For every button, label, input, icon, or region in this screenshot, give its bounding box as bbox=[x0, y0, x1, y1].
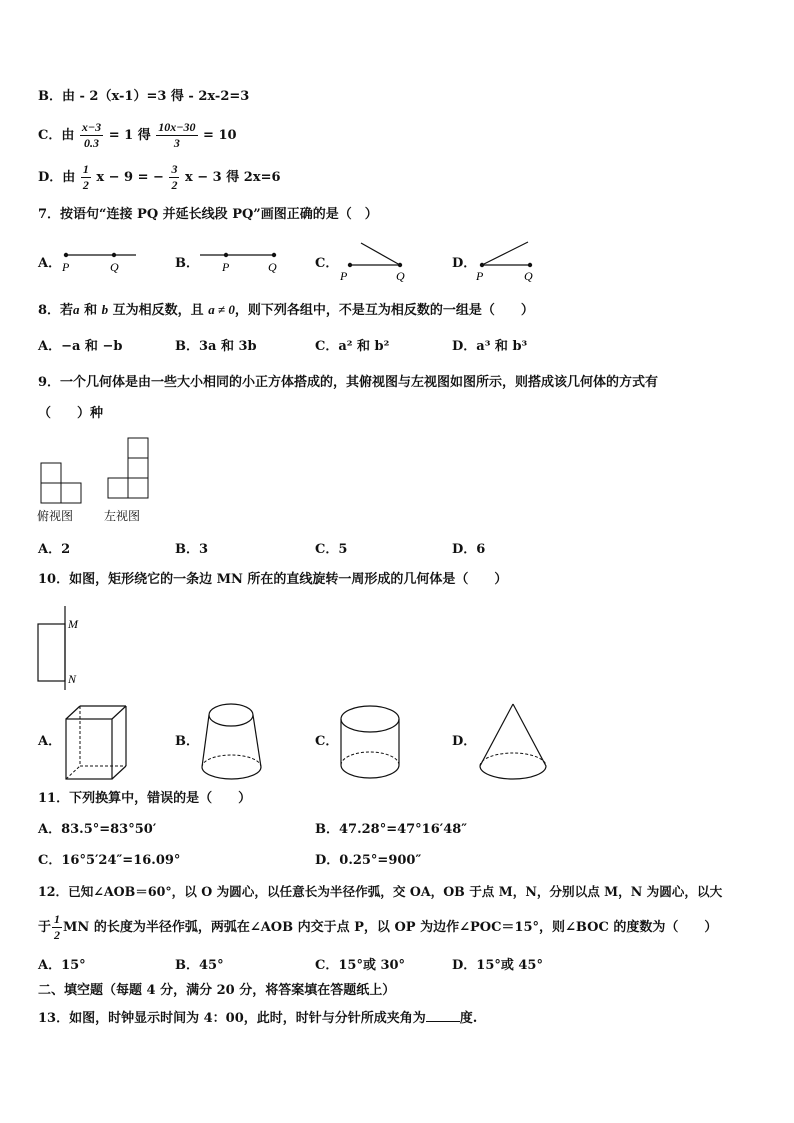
q12-option-a: A．15° bbox=[38, 958, 86, 973]
point-p-label: P bbox=[340, 269, 348, 283]
q11-option-c: C．16°5′24″=16.09° bbox=[38, 853, 181, 868]
fraction-numerator: 1 bbox=[54, 912, 61, 926]
section-heading: 二、填空题（每题 4 分，满分 20 分，将答案填在答题纸上） bbox=[38, 983, 396, 998]
q8-stem-part: 互为相反数，且 bbox=[112, 303, 204, 318]
q10-option-d-label: D． bbox=[452, 734, 477, 749]
q7-figure-b bbox=[196, 244, 282, 276]
q8-stem-part: ，则下列各组中，不是互为相反数的一组是（ ） bbox=[234, 303, 534, 318]
q7-figure-d bbox=[472, 238, 552, 284]
point-q-label: Q bbox=[396, 269, 405, 283]
q10-option-c-label: C． bbox=[315, 734, 339, 749]
q9-option-b: B．3 bbox=[175, 542, 209, 557]
point-m-label: M bbox=[68, 617, 78, 631]
q13-stem bbox=[38, 1009, 477, 1028]
q9-stem: 9．一个几何体是由一些大小相同的小正方体搭成的，其俯视图与左视图如图所示，则搭成该几何体的方式有 bbox=[38, 375, 659, 390]
q12-stem-line2 bbox=[38, 910, 717, 946]
q10-figure-d-cone bbox=[476, 702, 552, 784]
fraction-denominator: 2 bbox=[171, 178, 178, 192]
q6-c-fraction-1 bbox=[80, 120, 103, 151]
q11-option-d: D．0.25°=900″ bbox=[315, 853, 422, 868]
q9-stem-cont: （ ）种 bbox=[38, 406, 104, 421]
q9-top-view-caption: 俯视图 bbox=[37, 509, 74, 523]
q10-option-b-label: B． bbox=[175, 734, 199, 749]
q6-c-mid: = 1 得 bbox=[108, 128, 151, 143]
point-p-label: P bbox=[476, 269, 484, 283]
fraction-numerator: 3 bbox=[171, 162, 178, 176]
q6-option-b: B．由 - 2（x-1）=3 得 - 2x-2=3 bbox=[38, 89, 250, 104]
q6-d-fraction-1 bbox=[81, 162, 91, 193]
point-q-label: Q bbox=[110, 260, 119, 274]
variable-b: b bbox=[101, 302, 109, 317]
q12-stem-part: MN 的长度为半径作弧，两弧在∠AOB 内交于点 P，以 OP 为边作∠POC＝15°，则∠BOC 的度数为（ ） bbox=[63, 920, 718, 935]
q7-option-d-label: D． bbox=[452, 256, 477, 271]
point-p-label: P bbox=[222, 260, 230, 274]
q6-option-d bbox=[38, 160, 281, 196]
condition: a ≠ 0 bbox=[208, 302, 235, 317]
q10-rectangle-figure bbox=[36, 604, 86, 690]
q6-c-end: = 10 bbox=[203, 128, 237, 143]
q12-option-c: C．15°或 30° bbox=[315, 958, 406, 973]
q8-option-b: B．3a 和 3b bbox=[175, 339, 257, 354]
q10-stem: 10．如图，矩形绕它的一条边 MN 所在的直线旋转一周形成的几何体是（ ） bbox=[38, 572, 508, 587]
q8-stem bbox=[38, 301, 534, 320]
q8-stem-part: 8．若 bbox=[38, 303, 74, 318]
q7-option-c-label: C． bbox=[315, 256, 339, 271]
q9-left-view-figure bbox=[107, 437, 151, 503]
q7-stem: 7．按语句“连接 PQ 并延长线段 PQ”画图正确的是（ ） bbox=[38, 207, 378, 222]
q7-figure-a bbox=[58, 244, 140, 276]
q6-c-fraction-2 bbox=[156, 120, 197, 151]
q9-top-view-figure bbox=[40, 462, 84, 508]
q11-stem: 11．下列换算中，错误的是（ ） bbox=[38, 791, 252, 806]
q12-fraction bbox=[52, 912, 62, 943]
q9-option-a: A．2 bbox=[38, 542, 71, 557]
q8-stem-part: 和 bbox=[84, 303, 98, 318]
q6-d-mid: x − 9 = − bbox=[96, 170, 164, 185]
q7-figure-c bbox=[336, 238, 416, 284]
q9-left-view-caption: 左视图 bbox=[104, 509, 141, 523]
q10-figure-b-frustum bbox=[198, 700, 268, 784]
q9-option-c: C．5 bbox=[315, 542, 348, 557]
q11-option-b: B．47.28°=47°16′48″ bbox=[315, 822, 468, 837]
q12-option-b: B．45° bbox=[175, 958, 224, 973]
q10-option-a-label: A． bbox=[38, 734, 62, 749]
q6-d-prefix: D．由 bbox=[38, 170, 76, 185]
q6-option-c bbox=[38, 118, 237, 154]
q11-option-a: A．83.5°=83°50′ bbox=[38, 822, 157, 837]
fraction-denominator: 2 bbox=[54, 928, 61, 942]
answer-blank[interactable] bbox=[426, 1009, 460, 1022]
fraction-numerator: x−3 bbox=[81, 120, 102, 134]
q8-option-c: C．a² 和 b² bbox=[315, 339, 390, 354]
q13-stem-part: 13．如图，时钟显示时间为 4：00，此时，时针与分针所成夹角为 bbox=[38, 1011, 426, 1026]
q10-figure-c-cylinder bbox=[338, 700, 404, 784]
q9-option-d: D．6 bbox=[452, 542, 486, 557]
q6-d-fraction-2 bbox=[169, 162, 179, 193]
q13-stem-part: 度. bbox=[459, 1011, 478, 1026]
point-q-label: Q bbox=[268, 260, 277, 274]
q8-option-a: A．−a 和 −b bbox=[38, 339, 123, 354]
fraction-denominator: 3 bbox=[173, 136, 180, 150]
q12-stem-part: 于 bbox=[38, 920, 52, 935]
q12-option-d: D．15°或 45° bbox=[452, 958, 543, 973]
q8-option-d: D．a³ 和 b³ bbox=[452, 339, 528, 354]
q7-option-b-label: B． bbox=[175, 256, 199, 271]
fraction-denominator: 0.3 bbox=[84, 136, 100, 150]
variable-a: a bbox=[73, 302, 80, 317]
q6-d-end: x − 3 得 2x=6 bbox=[184, 170, 281, 185]
point-q-label: Q bbox=[524, 269, 533, 283]
point-p-label: P bbox=[62, 260, 70, 274]
fraction-denominator: 2 bbox=[82, 178, 89, 192]
q12-stem-line1: 12．已知∠AOB＝60°，以 O 为圆心，以任意长为半径作弧，交 OA，OB 于点 M，N，分别以点 M，N 为圆心，以大 bbox=[38, 884, 723, 899]
q6-c-prefix: C．由 bbox=[38, 128, 75, 143]
q7-option-a-label: A． bbox=[38, 256, 62, 271]
q10-figure-a-prism bbox=[62, 703, 132, 783]
point-n-label: N bbox=[68, 672, 77, 686]
fraction-numerator: 1 bbox=[82, 162, 89, 176]
fraction-numerator: 10x−30 bbox=[158, 120, 196, 134]
